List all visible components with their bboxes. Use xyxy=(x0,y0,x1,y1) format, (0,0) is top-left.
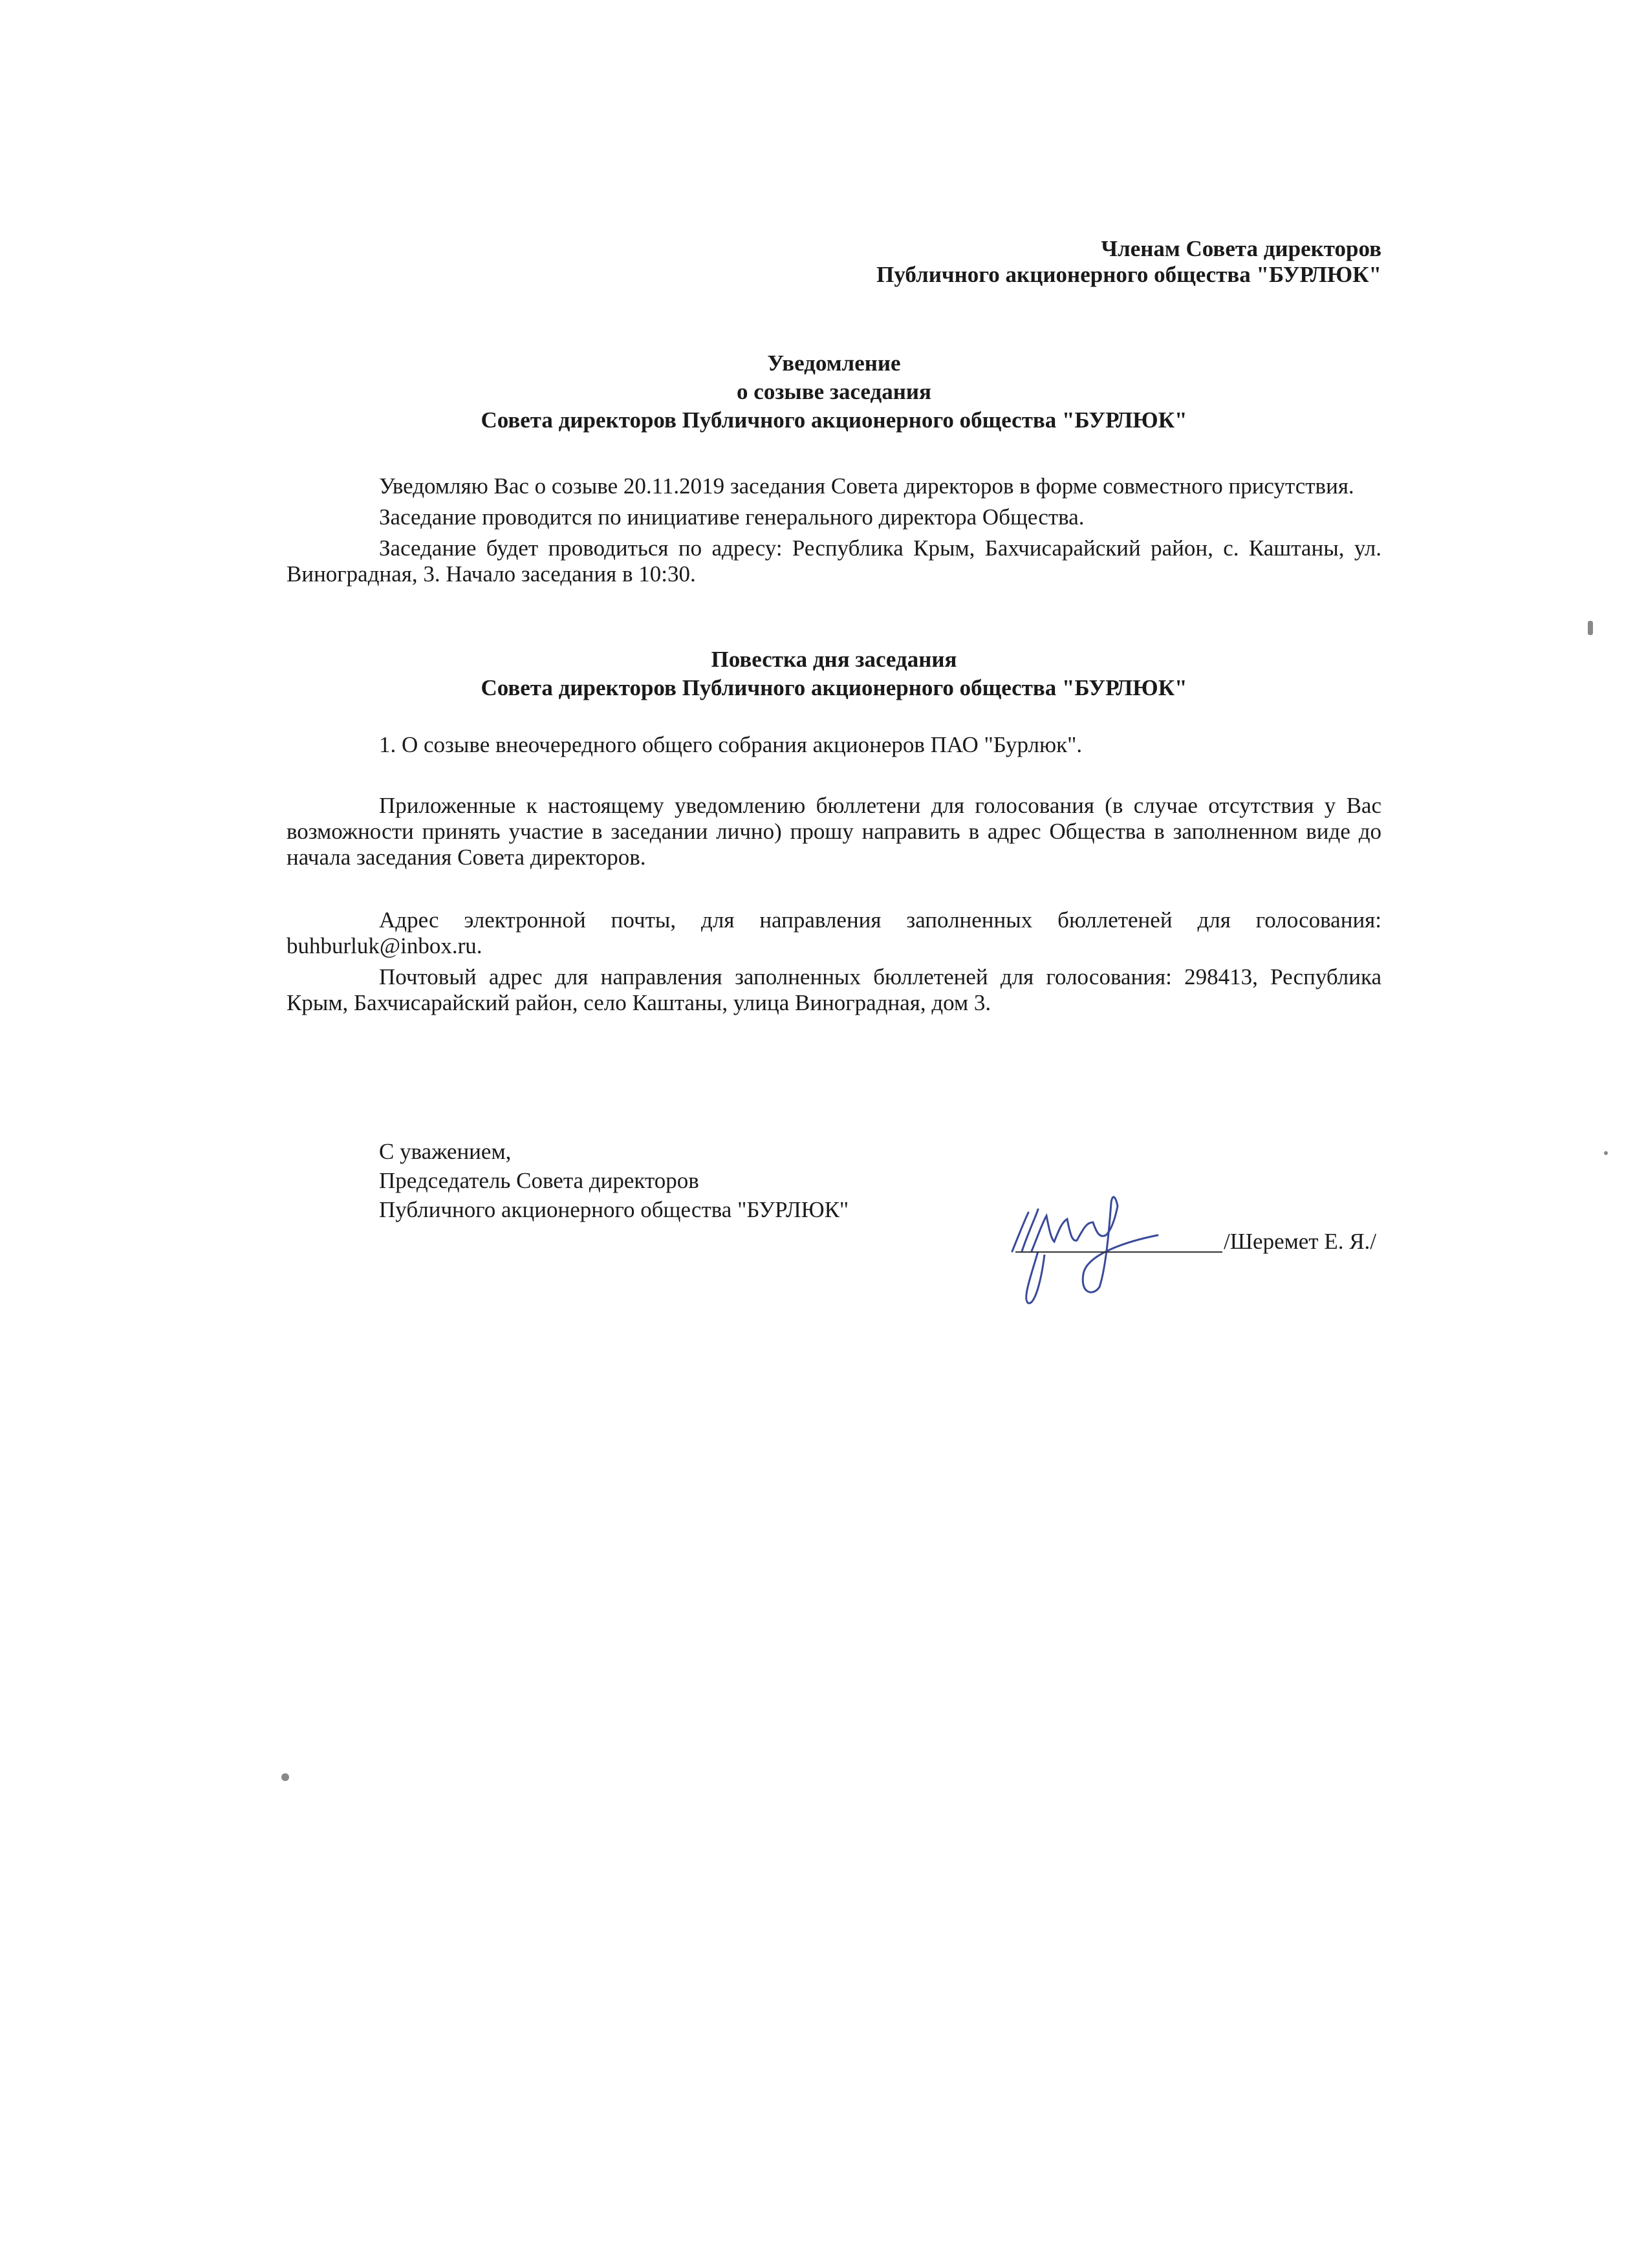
position-line-1: Председатель Совета директоров xyxy=(379,1168,699,1193)
agenda-title xyxy=(287,645,1381,702)
agenda-title-line-2: Совета директоров Публичного акционерного общества "БУРЛЮК" xyxy=(481,675,1187,700)
ballots-instructions xyxy=(287,793,1381,870)
initiative-paragraph: Заседание проводится по инициативе генерального директора Общества. xyxy=(379,504,1085,530)
email-paragraph: Адрес электронной почты, для направления заполненных бюллетеней для голосования: buhburluk@inbox.ru. xyxy=(287,907,1381,958)
ballots-addresses xyxy=(287,907,1381,1016)
title-line-1: Уведомление xyxy=(767,351,901,376)
postal-paragraph: Почтовый адрес для направления заполненных бюллетеней для голосования: 298413, Республика Крым, Бахчисарайский район, село Каштаны, улица Виноградная, дом 3. xyxy=(287,964,1381,1015)
scan-speck xyxy=(281,1773,289,1781)
notice-paragraph: Уведомляю Вас о созыве 20.11.2019 заседания Совета директоров в форме совместного присутствия. xyxy=(379,473,1354,499)
address-paragraph: Заседание будет проводиться по адресу: Республика Крым, Бахчисарайский район, с. Каштаны, ул. Виноградная, 3. Начало заседания в 10:30. xyxy=(287,535,1381,587)
addressee-line-1: Членам Совета директоров xyxy=(1101,236,1381,261)
regards: С уважением, xyxy=(379,1139,512,1164)
title-line-3: Совета директоров Публичного акционерного общества "БУРЛЮК" xyxy=(481,407,1187,433)
notice-body xyxy=(287,473,1381,587)
scan-speck xyxy=(1588,621,1593,635)
agenda-item: 1. О созыве внеочередного общего собрания акционеров ПАО "Бурлюк". xyxy=(379,732,1083,757)
document-title xyxy=(287,349,1381,435)
scan-speck xyxy=(1604,1151,1608,1155)
position-line-2: Публичного акционерного общества "БУРЛЮК" xyxy=(379,1197,849,1222)
addressee xyxy=(287,236,1381,288)
signature-line xyxy=(1015,1251,1222,1253)
addressee-line-2: Публичного акционерного общества "БУРЛЮК" xyxy=(876,262,1381,287)
signatory-name: /Шеремет Е. Я./ xyxy=(1224,1229,1377,1254)
ballots-paragraph: Приложенные к настоящему уведомлению бюллетени для голосования (в случае отсутствия у Вас возможности принять участие в заседании лично) прошу направить в адрес Общества в заполненном виде до начала заседания Совета директоров. xyxy=(287,793,1381,870)
title-line-2: о созыве заседания xyxy=(737,379,931,404)
closing xyxy=(379,1137,1026,1224)
agenda-title-line-1: Повестка дня заседания xyxy=(711,647,957,672)
agenda-list xyxy=(287,732,1381,758)
signature xyxy=(1002,1190,1222,1306)
